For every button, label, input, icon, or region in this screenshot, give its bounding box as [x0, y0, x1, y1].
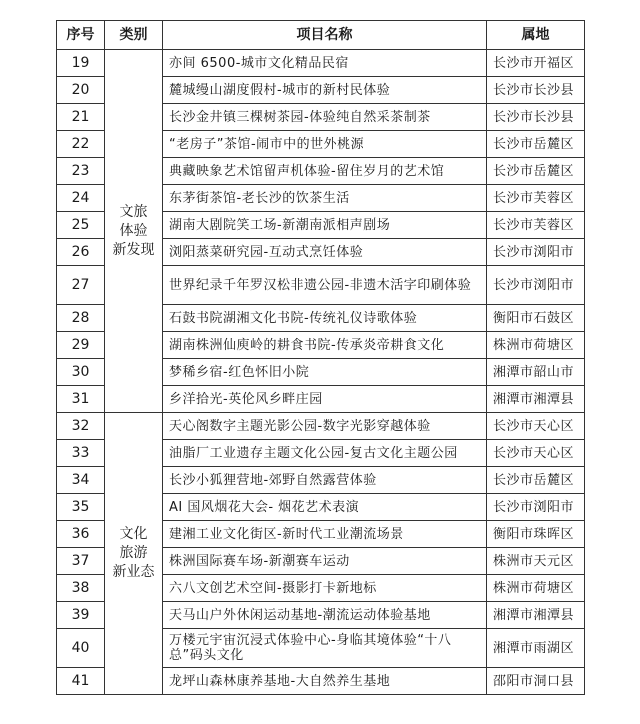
row-location: 湘潭市韶山市 — [487, 359, 585, 386]
table-row — [57, 413, 585, 440]
row-location: 长沙市开福区 — [487, 50, 585, 77]
table-row — [57, 50, 585, 77]
header-category: 类别 — [105, 21, 163, 50]
category-line: 文旅 — [119, 203, 148, 220]
row-num: 37 — [57, 548, 105, 575]
row-name: 亦间 6500-城市文化精品民宿 — [163, 50, 487, 77]
row-location: 湘潭市湘潭县 — [487, 386, 585, 413]
row-location: 长沙市长沙县 — [487, 77, 585, 104]
category-line: 旅游 — [119, 545, 148, 561]
row-num: 35 — [57, 494, 105, 521]
row-location: 长沙市岳麓区 — [487, 467, 585, 494]
row-location: 长沙市浏阳市 — [487, 494, 585, 521]
row-location: 湘潭市雨湖区 — [487, 629, 585, 668]
row-location: 衡阳市珠晖区 — [487, 521, 585, 548]
row-name: 东茅街茶馆-老长沙的饮茶生活 — [163, 185, 487, 212]
row-num: 32 — [57, 413, 105, 440]
row-name: 石鼓书院湖湘文化书院-传统礼仪诗歌体验 — [163, 305, 487, 332]
row-num: 24 — [57, 185, 105, 212]
row-location: 长沙市岳麓区 — [487, 158, 585, 185]
header-num: 序号 — [57, 21, 105, 50]
row-name: 乡洋拾光-英伦风乡畔庄园 — [163, 386, 487, 413]
row-name: 麓城缦山湖度假村-城市的新村民体验 — [163, 77, 487, 104]
row-num: 20 — [57, 77, 105, 104]
project-table — [56, 20, 585, 695]
row-num: 36 — [57, 521, 105, 548]
row-location: 邵阳市洞口县 — [487, 668, 585, 695]
row-num: 21 — [57, 104, 105, 131]
row-name: 湖南大剧院笑工场-新潮南派相声剧场 — [163, 212, 487, 239]
row-num: 19 — [57, 50, 105, 77]
row-location: 株洲市天元区 — [487, 548, 585, 575]
category-cell — [105, 50, 163, 413]
row-name: 六八文创艺术空间-摄影打卡新地标 — [163, 575, 487, 602]
row-name: 建湘工业文化街区-新时代工业潮流场景 — [163, 521, 487, 548]
row-name: 世界纪录千年罗汉松非遗公园-非遗木活字印刷体验 — [163, 266, 487, 305]
row-num: 23 — [57, 158, 105, 185]
row-location: 长沙市天心区 — [487, 413, 585, 440]
row-num: 22 — [57, 131, 105, 158]
row-location: 长沙市长沙县 — [487, 104, 585, 131]
row-name: 龙坪山森林康养基地-大自然养生基地 — [163, 668, 487, 695]
row-name: 长沙金井镇三棵树茶园-体验纯自然采茶制茶 — [163, 104, 487, 131]
category-line: 体验 — [119, 222, 148, 239]
table-header-row — [57, 21, 585, 50]
row-location: 株洲市荷塘区 — [487, 332, 585, 359]
row-num: 26 — [57, 239, 105, 266]
row-num: 41 — [57, 668, 105, 695]
row-location: 长沙市芙蓉区 — [487, 212, 585, 239]
row-num: 40 — [57, 629, 105, 668]
row-name: 油脂厂工业遗存主题文化公园-复古文化主题公园 — [163, 440, 487, 467]
row-name: “老房子”茶馆-闹市中的世外桃源 — [163, 131, 487, 158]
row-num: 38 — [57, 575, 105, 602]
row-num: 34 — [57, 467, 105, 494]
row-name: 株洲国际赛车场-新潮赛车运动 — [163, 548, 487, 575]
row-num: 33 — [57, 440, 105, 467]
row-num: 29 — [57, 332, 105, 359]
header-name: 项目名称 — [163, 21, 487, 50]
row-num: 30 — [57, 359, 105, 386]
row-name: 天心阁数字主题光影公园-数字光影穿越体验 — [163, 413, 487, 440]
row-name: 湖南株洲仙庾岭的耕食书院-传承炎帝耕食文化 — [163, 332, 487, 359]
row-name: 长沙小狐狸营地-郊野自然露营体验 — [163, 467, 487, 494]
category-cell — [105, 413, 163, 695]
category-line: 新发现 — [112, 241, 155, 258]
row-location: 湘潭市湘潭县 — [487, 602, 585, 629]
row-location: 长沙市岳麓区 — [487, 131, 585, 158]
row-num: 28 — [57, 305, 105, 332]
row-num: 39 — [57, 602, 105, 629]
header-location: 属地 — [487, 21, 585, 50]
row-location: 株洲市荷塘区 — [487, 575, 585, 602]
category-line: 文化 — [119, 526, 148, 542]
row-num: 27 — [57, 266, 105, 305]
row-name: 典藏映象艺术馆留声机体验-留住岁月的艺术馆 — [163, 158, 487, 185]
row-name: 万楼元宇宙沉浸式体验中心-身临其境体验“十八总”码头文化 — [163, 629, 487, 668]
row-name: 天马山户外休闲运动基地-潮流运动体验基地 — [163, 602, 487, 629]
row-num: 25 — [57, 212, 105, 239]
row-location: 长沙市天心区 — [487, 440, 585, 467]
row-name: 浏阳蒸菜研究园-互动式烹饪体验 — [163, 239, 487, 266]
row-location: 长沙市芙蓉区 — [487, 185, 585, 212]
row-location: 长沙市浏阳市 — [487, 239, 585, 266]
category-line: 新业态 — [112, 564, 155, 580]
row-num: 31 — [57, 386, 105, 413]
row-name: AI 国风烟花大会- 烟花艺术表演 — [163, 494, 487, 521]
row-location: 长沙市浏阳市 — [487, 266, 585, 305]
row-name: 梦稀乡宿-红色怀旧小院 — [163, 359, 487, 386]
row-location: 衡阳市石鼓区 — [487, 305, 585, 332]
